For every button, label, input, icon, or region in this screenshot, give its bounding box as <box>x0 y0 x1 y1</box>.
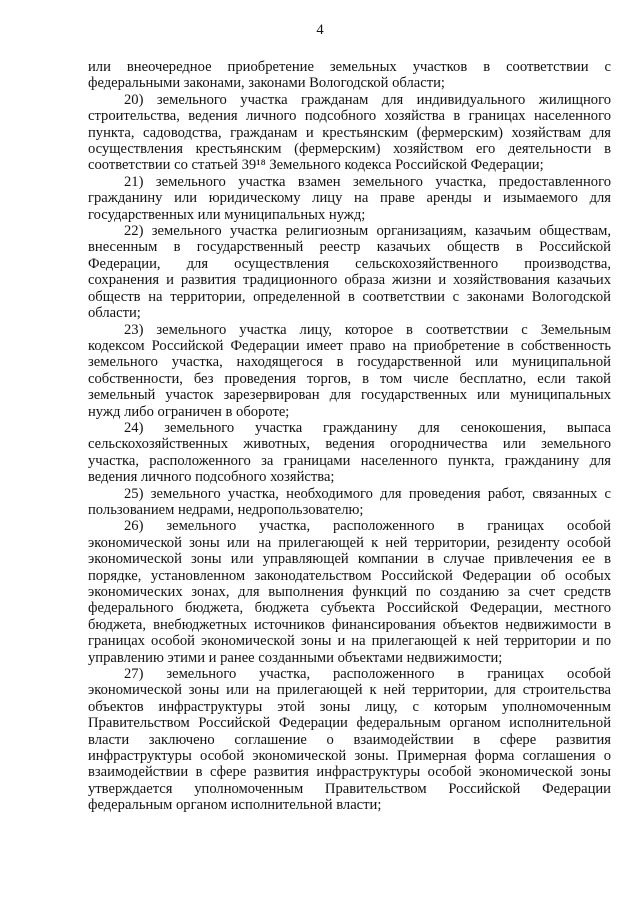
paragraph <box>88 486 611 519</box>
document-body <box>88 59 611 814</box>
paragraph-line: участка, расположенного за границами населенного пункта, гражданину для <box>88 452 611 469</box>
paragraph-line: экономических зонах, для выполнения функций по созданию за счет средств <box>88 584 611 600</box>
paragraph-line: 25) земельного участка, необходимого для проведения работ, связанных с <box>124 485 611 502</box>
paragraph-line: объектов инфраструктуры этой зоны лицу, с которым уполномоченным <box>88 698 611 715</box>
page-number: 4 <box>316 22 324 38</box>
paragraph-line: области; <box>88 305 141 322</box>
paragraph-line: власти заключено соглашение о взаимодействии в сфере развития <box>88 731 611 748</box>
paragraph-line: 27) земельного участка, расположенного в границах особой <box>124 666 611 683</box>
paragraph-line: экономической зоны или на прилегающей к ней территории, для строительства <box>88 682 611 699</box>
paragraph-line: пользованием недрами, недропользователю; <box>88 501 364 518</box>
paragraph-line: пункта, садоводства, гражданам и крестьянским (фермерским) хозяйствам для <box>88 124 611 141</box>
paragraph-line: кодексом Российской Федерации имеет право на приобретение в собственность <box>88 337 611 354</box>
paragraph-line: обществ на территории, определенной в соответствии с законами Вологодской <box>88 288 611 305</box>
paragraph-line: Федерации, для осуществления сельскохозяйственного производства, <box>88 255 611 272</box>
paragraph-line: земельного участка, находящегося в государственной или муниципальной <box>88 354 611 371</box>
paragraph-line: государственных или муниципальных нужд; <box>88 206 366 223</box>
paragraph-line: инфраструктуры особой экономической зоны. Примерная форма соглашения о <box>88 748 611 765</box>
paragraph-line: управлению этими и ранее созданными объектами недвижимости; <box>88 649 503 666</box>
paragraph-line: федерального бюджета, бюджета субъекта Российской Федерации, местного <box>88 600 611 617</box>
paragraph-line: ведения личного подсобного хозяйства; <box>88 469 335 486</box>
paragraph-line: 23) земельного участка лицу, которое в соответствии с Земельным <box>124 321 611 338</box>
paragraph-line: экономической зоны или управляющей компании в случае привлечения ее в <box>88 551 611 568</box>
paragraph-line: экономической зоны или на прилегающей к ней территории, резиденту особой <box>88 534 611 551</box>
paragraph-line: порядке, установленном законодательством Российской Федерации об особых <box>88 567 611 584</box>
paragraph-line: 20) земельного участка гражданам для индивидуального жилищного <box>124 91 611 108</box>
paragraph-line: границах особой экономической зоны и на прилегающей к ней территории и по <box>88 633 611 650</box>
paragraph <box>88 420 611 486</box>
paragraph <box>88 223 611 321</box>
paragraph-line: соответствии со статьей 39¹⁸ Земельного кодекса Российской Федерации; <box>88 157 544 174</box>
paragraph-line: 26) земельного участка, расположенного в границах особой <box>124 518 611 535</box>
paragraph-line: взаимодействии в сфере развития инфраструктуры особой экономической зоны <box>88 764 611 781</box>
paragraph-line: 21) земельного участка взамен земельного участка, предоставленного <box>124 173 611 190</box>
paragraph-line: утверждается уполномоченным Правительством Российской Федерации <box>88 780 611 797</box>
paragraph-line: 22) земельного участка религиозным организациям, казачьим обществам, <box>124 223 611 240</box>
paragraph-line: или внеочередное приобретение земельных участков в соответствии с <box>88 59 611 75</box>
paragraph-line: внесенным в государственный реестр казачьих обществ в Российской <box>88 239 611 256</box>
paragraph-line: федеральным органом исполнительной власти; <box>88 797 382 814</box>
paragraph <box>88 92 611 174</box>
paragraph-line: нужд либо ограничен в обороте; <box>88 403 290 420</box>
paragraph <box>88 666 611 814</box>
paragraph <box>88 322 611 420</box>
paragraph-line: осуществления крестьянским (фермерским) хозяйством его деятельности в <box>88 141 611 158</box>
paragraph <box>88 59 611 92</box>
paragraph-line: земельный участок зарезервирован для государственных или муниципальных <box>88 387 611 404</box>
paragraph-line: сельскохозяйственных животных, ведения огородничества или земельного <box>88 436 611 453</box>
paragraph-line: 24) земельного участка гражданину для сенокошения, выпаса <box>124 419 611 436</box>
paragraph-line: гражданину или юридическому лицу на праве аренды и изымаемого для <box>88 190 611 207</box>
paragraph-line: федеральными законами, законами Вологодской области; <box>88 75 445 92</box>
paragraph-line: собственности, без проведения торгов, в том числе бесплатно, если такой <box>88 370 611 387</box>
paragraph-line: бюджета, внебюджетных источников финансирования объектов недвижимости в <box>88 616 611 633</box>
paragraph <box>88 518 611 666</box>
paragraph-line: Правительством Российской Федерации федеральным органом исполнительной <box>88 715 611 732</box>
paragraph-line: строительства, ведения личного подсобного хозяйства в границах населенного <box>88 108 611 125</box>
paragraph-line: сохранения и развития традиционного образа жизни и хозяйствования казачьих <box>88 272 611 289</box>
paragraph <box>88 174 611 223</box>
